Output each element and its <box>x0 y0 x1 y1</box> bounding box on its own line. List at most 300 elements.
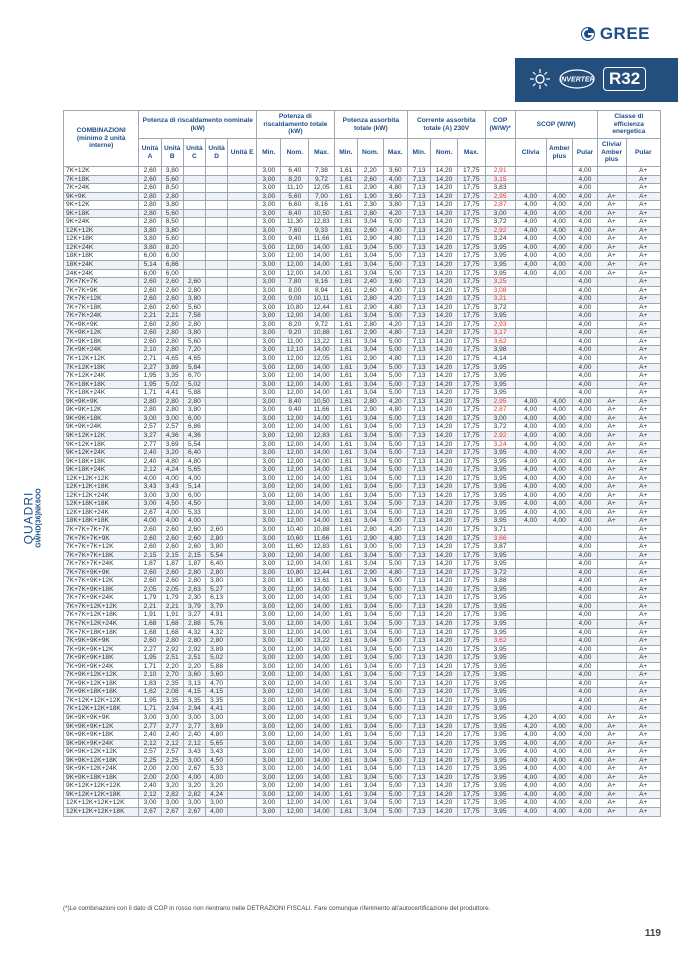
value-cell: 4,70 <box>206 679 228 688</box>
value-cell: 3,00 <box>257 654 281 663</box>
cop-cell: 3,95 <box>485 602 515 611</box>
value-cell: 17,75 <box>457 406 485 415</box>
value-cell: 4,00 <box>573 226 597 235</box>
value-cell: 2,80 <box>206 534 228 543</box>
value-cell <box>597 645 626 654</box>
value-cell: 4,00 <box>383 286 407 295</box>
value-cell: 14,00 <box>309 782 335 791</box>
value-cell: 14,20 <box>431 543 458 552</box>
value-cell: 2,21 <box>139 602 161 611</box>
value-cell: 4,00 <box>515 397 546 406</box>
value-cell: A+ <box>597 799 626 808</box>
value-cell: 17,75 <box>457 654 485 663</box>
value-cell: 3,20 <box>161 449 183 458</box>
value-cell <box>183 184 205 193</box>
value-cell <box>597 312 626 321</box>
value-cell: 4,00 <box>546 226 573 235</box>
value-cell: A+ <box>626 226 660 235</box>
value-cell: 3,04 <box>358 466 384 475</box>
value-cell: 5,00 <box>383 799 407 808</box>
value-cell: 14,20 <box>431 423 458 432</box>
value-cell: 1,61 <box>334 261 357 270</box>
value-cell <box>515 363 546 372</box>
value-cell: 7,13 <box>407 568 430 577</box>
value-cell: 3,43 <box>206 748 228 757</box>
combination-cell: 9K+9K+18K+18K <box>64 773 139 782</box>
value-cell: 17,75 <box>457 722 485 731</box>
value-cell <box>546 363 573 372</box>
combination-cell: 7K+7K+9K <box>64 286 139 295</box>
value-cell: 7,13 <box>407 380 430 389</box>
value-cell: 3,04 <box>358 218 384 227</box>
value-cell: 3,00 <box>257 534 281 543</box>
cop-cell: 3,72 <box>485 423 515 432</box>
value-cell: 14,20 <box>431 218 458 227</box>
value-cell: 12,00 <box>281 551 309 560</box>
value-cell: A+ <box>626 602 660 611</box>
value-cell: 1,61 <box>334 303 357 312</box>
table-row <box>64 790 661 799</box>
value-cell: 12,00 <box>281 731 309 740</box>
value-cell: 3,00 <box>257 218 281 227</box>
value-cell: 4,00 <box>573 525 597 534</box>
value-cell: 17,75 <box>457 748 485 757</box>
value-cell: 7,13 <box>407 175 430 184</box>
value-cell: A+ <box>626 560 660 569</box>
value-cell <box>546 611 573 620</box>
value-cell: 12,00 <box>281 508 309 517</box>
value-cell <box>228 355 257 364</box>
value-cell: 6,40 <box>183 449 205 458</box>
value-cell: 17,75 <box>457 671 485 680</box>
value-cell: 12,00 <box>281 594 309 603</box>
value-cell: 4,00 <box>546 714 573 723</box>
value-cell: 5,88 <box>206 662 228 671</box>
value-cell: 12,00 <box>281 739 309 748</box>
value-cell <box>546 585 573 594</box>
page-number: 119 <box>644 928 661 939</box>
value-cell: 4,00 <box>573 235 597 244</box>
value-cell: 2,12 <box>183 739 205 748</box>
value-cell: 5,14 <box>183 483 205 492</box>
value-cell: 3,00 <box>257 671 281 680</box>
value-cell <box>206 457 228 466</box>
value-cell <box>546 380 573 389</box>
value-cell <box>546 389 573 398</box>
value-cell: 2,90 <box>358 235 384 244</box>
value-cell: 3,80 <box>161 226 183 235</box>
value-cell: 4,00 <box>546 269 573 278</box>
value-cell: 14,20 <box>431 363 458 372</box>
value-cell: 14,00 <box>309 662 335 671</box>
value-cell: 4,00 <box>573 611 597 620</box>
combination-cell: 12K+18K+24K <box>64 508 139 517</box>
value-cell: 7,13 <box>407 577 430 586</box>
value-cell: 14,20 <box>431 346 458 355</box>
value-cell: A+ <box>626 320 660 329</box>
value-cell: 2,80 <box>358 209 384 218</box>
value-cell <box>183 235 205 244</box>
value-cell <box>228 602 257 611</box>
value-cell <box>546 184 573 193</box>
value-cell: 14,20 <box>431 679 458 688</box>
value-cell <box>228 517 257 526</box>
value-cell <box>597 662 626 671</box>
value-cell: 1,61 <box>334 397 357 406</box>
value-cell: 17,75 <box>457 551 485 560</box>
combination-cell: 9K+12K+24K <box>64 449 139 458</box>
value-cell <box>515 654 546 663</box>
value-cell: 17,75 <box>457 389 485 398</box>
value-cell: 14,20 <box>431 355 458 364</box>
value-cell: 4,00 <box>546 790 573 799</box>
value-cell: 4,00 <box>573 312 597 321</box>
value-cell: A+ <box>626 466 660 475</box>
value-cell: 1,79 <box>139 594 161 603</box>
value-cell: 5,27 <box>206 585 228 594</box>
value-cell: 4,00 <box>546 423 573 432</box>
value-cell: 5,00 <box>383 218 407 227</box>
cop-cell: 3,15 <box>485 175 515 184</box>
combination-cell: 9K+12K+12K <box>64 431 139 440</box>
value-cell: A+ <box>626 637 660 646</box>
cop-cell: 3,62 <box>485 637 515 646</box>
value-cell: 6,86 <box>161 261 183 270</box>
value-cell: 4,00 <box>515 218 546 227</box>
value-cell: 4,00 <box>573 739 597 748</box>
value-cell: 2,80 <box>183 577 205 586</box>
value-cell: 3,00 <box>257 389 281 398</box>
value-cell <box>228 466 257 475</box>
value-cell: 14,20 <box>431 594 458 603</box>
value-cell <box>228 329 257 338</box>
value-cell <box>228 491 257 500</box>
value-cell: 14,00 <box>309 449 335 458</box>
value-cell: 4,00 <box>546 252 573 261</box>
table-row <box>64 389 661 398</box>
value-cell: 14,00 <box>309 252 335 261</box>
value-cell: 3,04 <box>358 363 384 372</box>
value-cell: 4,00 <box>573 765 597 774</box>
value-cell <box>597 534 626 543</box>
value-cell: 6,00 <box>183 414 205 423</box>
cop-cell: 3,95 <box>485 261 515 270</box>
value-cell: 17,75 <box>457 457 485 466</box>
value-cell: 17,75 <box>457 773 485 782</box>
value-cell: 4,00 <box>573 167 597 176</box>
value-cell: A+ <box>626 175 660 184</box>
value-cell: 1,71 <box>139 389 161 398</box>
value-cell: A+ <box>597 491 626 500</box>
value-cell: A+ <box>626 355 660 364</box>
value-cell: 3,00 <box>257 449 281 458</box>
value-cell: 2,90 <box>358 355 384 364</box>
value-cell <box>546 645 573 654</box>
value-cell <box>515 585 546 594</box>
value-cell: 14,20 <box>431 491 458 500</box>
value-cell: 1,61 <box>334 312 357 321</box>
value-cell <box>515 295 546 304</box>
value-cell: 7,13 <box>407 218 430 227</box>
table-row <box>64 748 661 757</box>
value-cell: 5,00 <box>383 372 407 381</box>
value-cell: 4,00 <box>546 748 573 757</box>
value-cell: 3,00 <box>257 722 281 731</box>
sun-snow-icon <box>529 68 551 90</box>
value-cell <box>228 201 257 210</box>
value-cell: 2,60 <box>139 175 161 184</box>
value-cell: 3,04 <box>358 688 384 697</box>
value-cell <box>597 372 626 381</box>
value-cell: 3,04 <box>358 423 384 432</box>
table-row <box>64 406 661 415</box>
value-cell: 4,80 <box>383 355 407 364</box>
value-cell: 3,00 <box>257 303 281 312</box>
value-cell <box>206 397 228 406</box>
table-body <box>64 167 661 817</box>
combination-cell: 9K+9K+12K <box>64 406 139 415</box>
value-cell <box>515 637 546 646</box>
value-cell: A+ <box>626 457 660 466</box>
table-row <box>64 209 661 218</box>
value-cell: 4,80 <box>383 534 407 543</box>
value-cell: 2,35 <box>161 679 183 688</box>
value-cell: 4,00 <box>573 252 597 261</box>
combination-cell: 9K+9K+24K <box>64 423 139 432</box>
value-cell: 2,60 <box>206 525 228 534</box>
header-max: Max. <box>457 139 485 167</box>
value-cell: 8,00 <box>281 286 309 295</box>
value-cell: 3,00 <box>257 568 281 577</box>
header-unit-e: Unità E <box>228 139 257 167</box>
value-cell: 6,00 <box>183 491 205 500</box>
value-cell: 2,67 <box>161 808 183 817</box>
combination-cell: 7K+7K+9K+12K <box>64 577 139 586</box>
combination-cell: 18K+24K <box>64 261 139 270</box>
value-cell: 1,61 <box>334 372 357 381</box>
table-row <box>64 243 661 252</box>
value-cell: 14,20 <box>431 337 458 346</box>
value-cell: 14,00 <box>309 731 335 740</box>
value-cell: 5,00 <box>383 748 407 757</box>
footnote: (*)Le combinazioni con il dato di COP in rosso non rientrano nelle DETRAZIONI FISCALI. Fare comunque riferimento all'autocertificazione del produttore. <box>63 905 491 912</box>
value-cell: 17,75 <box>457 312 485 321</box>
value-cell: A+ <box>626 397 660 406</box>
value-cell: 7,13 <box>407 346 430 355</box>
value-cell: 2,60 <box>139 320 161 329</box>
cop-cell: 3,95 <box>485 756 515 765</box>
value-cell <box>515 184 546 193</box>
value-cell: A+ <box>597 748 626 757</box>
value-cell: 3,69 <box>206 722 228 731</box>
value-cell: 1,61 <box>334 269 357 278</box>
value-cell: 4,24 <box>161 466 183 475</box>
value-cell: 4,50 <box>183 500 205 509</box>
value-cell: 9,40 <box>281 406 309 415</box>
value-cell: 5,00 <box>383 594 407 603</box>
value-cell: A+ <box>597 508 626 517</box>
value-cell <box>228 474 257 483</box>
value-cell: 4,00 <box>573 594 597 603</box>
value-cell: 3,00 <box>257 808 281 817</box>
value-cell: 1,61 <box>334 201 357 210</box>
value-cell: 5,00 <box>383 423 407 432</box>
cop-cell: 3,95 <box>485 466 515 475</box>
value-cell: 3,00 <box>257 295 281 304</box>
value-cell: 10,11 <box>309 295 335 304</box>
table-row <box>64 414 661 423</box>
value-cell <box>228 167 257 176</box>
value-cell: 3,04 <box>358 414 384 423</box>
value-cell: 2,60 <box>139 286 161 295</box>
value-cell: 12,00 <box>281 312 309 321</box>
value-cell: 2,60 <box>139 525 161 534</box>
value-cell: 4,32 <box>206 628 228 637</box>
r32-inverter-badge <box>515 58 678 102</box>
cop-cell: 3,88 <box>485 577 515 586</box>
table-row <box>64 619 661 628</box>
value-cell: 17,75 <box>457 295 485 304</box>
value-cell: 1,61 <box>334 705 357 714</box>
value-cell: 2,60 <box>161 577 183 586</box>
value-cell: 2,12 <box>161 739 183 748</box>
combination-cell: 12K+18K <box>64 235 139 244</box>
value-cell: 8,50 <box>161 218 183 227</box>
value-cell <box>597 602 626 611</box>
cop-cell: 3,95 <box>485 491 515 500</box>
table-row <box>64 235 661 244</box>
value-cell: 1,71 <box>139 662 161 671</box>
value-cell: 5,02 <box>206 654 228 663</box>
cop-cell: 3,21 <box>485 295 515 304</box>
value-cell: 12,00 <box>281 466 309 475</box>
value-cell: 4,00 <box>515 748 546 757</box>
value-cell: 3,00 <box>257 688 281 697</box>
table-row <box>64 474 661 483</box>
table-row <box>64 337 661 346</box>
value-cell <box>597 363 626 372</box>
combination-cell: 7K+24K <box>64 184 139 193</box>
combination-cell: 7K+7K+12K+24K <box>64 619 139 628</box>
value-cell: A+ <box>597 517 626 526</box>
value-cell: 11,80 <box>281 577 309 586</box>
combination-cell: 7K+9K+9K+9K <box>64 637 139 646</box>
value-cell: 3,00 <box>139 714 161 723</box>
value-cell: 4,00 <box>515 201 546 210</box>
value-cell: 12,00 <box>281 722 309 731</box>
cop-cell: 3,95 <box>485 483 515 492</box>
value-cell: 4,00 <box>573 372 597 381</box>
value-cell: 3,04 <box>358 705 384 714</box>
value-cell: 3,00 <box>161 799 183 808</box>
value-cell: A+ <box>626 577 660 586</box>
value-cell: 3,04 <box>358 500 384 509</box>
table-row <box>64 765 661 774</box>
value-cell: A+ <box>597 192 626 201</box>
value-cell: 1,61 <box>334 594 357 603</box>
value-cell: 2,60 <box>161 278 183 287</box>
value-cell <box>228 431 257 440</box>
value-cell <box>515 167 546 176</box>
value-cell: 8,40 <box>281 209 309 218</box>
value-cell: 7,13 <box>407 645 430 654</box>
value-cell: 2,00 <box>161 773 183 782</box>
value-cell <box>206 261 228 270</box>
value-cell: 3,35 <box>161 696 183 705</box>
value-cell: 2,21 <box>161 312 183 321</box>
value-cell <box>206 355 228 364</box>
value-cell: A+ <box>597 243 626 252</box>
value-cell: 9,72 <box>309 175 335 184</box>
value-cell: 4,00 <box>573 337 597 346</box>
value-cell: 14,20 <box>431 611 458 620</box>
value-cell: A+ <box>626 440 660 449</box>
value-cell: 1,87 <box>161 560 183 569</box>
header-unit-b: Unità B <box>161 139 183 167</box>
value-cell: 4,00 <box>515 517 546 526</box>
header-unit-c: Unità C <box>183 139 205 167</box>
value-cell: 3,04 <box>358 551 384 560</box>
value-cell: 4,00 <box>573 799 597 808</box>
value-cell: 1,61 <box>334 474 357 483</box>
value-cell: 14,00 <box>309 261 335 270</box>
value-cell: A+ <box>597 731 626 740</box>
value-cell: 2,05 <box>139 585 161 594</box>
value-cell: A+ <box>597 756 626 765</box>
value-cell <box>546 688 573 697</box>
value-cell: A+ <box>626 679 660 688</box>
value-cell: 4,00 <box>573 731 597 740</box>
value-cell: 17,75 <box>457 414 485 423</box>
value-cell <box>206 167 228 176</box>
value-cell <box>515 628 546 637</box>
value-cell: 4,00 <box>515 773 546 782</box>
value-cell: 14,20 <box>431 372 458 381</box>
value-cell <box>546 577 573 586</box>
value-cell: 3,60 <box>383 192 407 201</box>
cop-cell: 3,95 <box>485 739 515 748</box>
value-cell: 5,54 <box>206 551 228 560</box>
value-cell: 2,71 <box>139 355 161 364</box>
value-cell: 17,75 <box>457 167 485 176</box>
combination-cell: 7K+7K+18K+18K <box>64 628 139 637</box>
value-cell: A+ <box>626 543 660 552</box>
value-cell: 4,00 <box>573 568 597 577</box>
value-cell: 14,00 <box>309 517 335 526</box>
value-cell: 5,00 <box>383 389 407 398</box>
cop-cell: 3,95 <box>485 585 515 594</box>
value-cell: 3,04 <box>358 602 384 611</box>
value-cell: 2,60 <box>139 167 161 176</box>
value-cell: 12,44 <box>309 568 335 577</box>
value-cell: 5,00 <box>383 363 407 372</box>
value-cell: 17,75 <box>457 491 485 500</box>
value-cell: A+ <box>626 594 660 603</box>
table-row <box>64 252 661 261</box>
value-cell: 5,00 <box>383 577 407 586</box>
value-cell: 14,20 <box>431 269 458 278</box>
value-cell: 5,00 <box>383 628 407 637</box>
value-cell: 3,04 <box>358 594 384 603</box>
value-cell: 7,13 <box>407 611 430 620</box>
value-cell: 3,80 <box>183 329 205 338</box>
table-row <box>64 431 661 440</box>
value-cell: 4,00 <box>515 491 546 500</box>
value-cell: 14,20 <box>431 739 458 748</box>
value-cell: 4,00 <box>515 500 546 509</box>
value-cell: 4,20 <box>383 397 407 406</box>
value-cell <box>597 705 626 714</box>
